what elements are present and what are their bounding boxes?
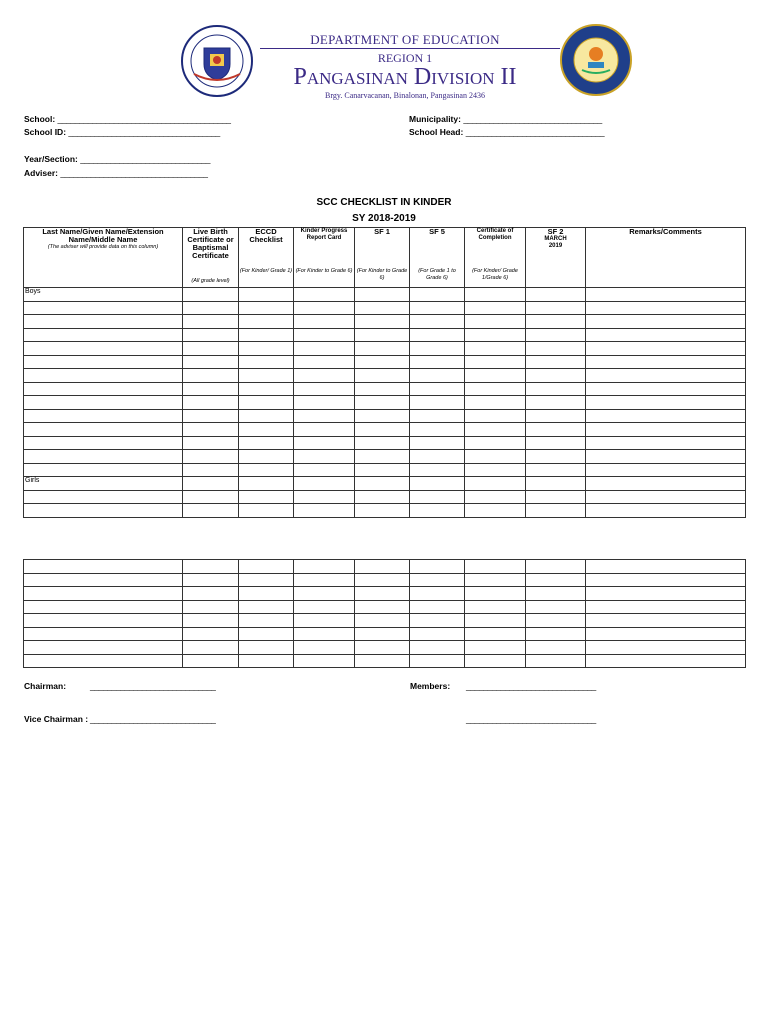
form-title: SCC CHECKLIST IN KINDER [316,197,452,208]
header-eccd-checklist [239,228,294,288]
table-row [24,382,746,396]
members-signature-line-2[interactable]: ______________________________ [466,714,596,724]
vice-chairman-label: Vice Chairman : [24,714,89,724]
school-head-label: School Head: [409,127,464,137]
checklist-table [23,227,746,518]
boys-section [24,288,746,477]
completion-title: Certificate of Completion [476,228,514,241]
table-row [24,423,746,437]
girls-label: Girls [24,477,183,491]
division-seal-icon [560,24,632,96]
school-id-line: ___________________________________ [68,127,220,137]
boys-label: Boys [24,288,183,302]
table-row [24,355,746,369]
table-row [24,342,746,356]
year-section-field[interactable] [24,154,210,164]
chairman-signature-line[interactable]: _____________________________ [90,681,216,691]
birth-certificate-title: Live Birth Certificate or Baptismal Certificate [187,227,234,260]
table-row [24,463,746,477]
sf5-title: SF 5 [429,227,445,236]
school-year: SY 2018-2019 [352,213,416,224]
table-row [24,436,746,450]
table-row [24,560,746,574]
division-address: Brgy. Canarvacanan, Binalonan, Pangasinan 2436 [325,91,485,100]
table-row [24,587,746,601]
table-row [24,396,746,410]
birth-certificate-note: (All grade level) [191,278,230,284]
sf1-title: SF 1 [374,227,390,236]
adviser-field[interactable] [24,168,208,178]
table-row [24,641,746,655]
deped-seal-icon [180,24,254,98]
completion-note: (For Kinder/ Grade 1/Grade 6) [472,268,518,281]
municipality-label: Municipality: [409,114,461,124]
letterhead [160,24,630,104]
municipality-field[interactable] [409,114,602,124]
adviser-line: __________________________________ [60,168,208,178]
vice-chairman-signature-line[interactable]: _____________________________ [90,714,216,724]
table-row [24,614,746,628]
table-row [24,315,746,329]
sf2-month: MARCH [544,236,567,242]
progress-report-note: (For Kinder to Grade 6) [295,268,353,274]
chairman-label: Chairman: [24,681,67,691]
region-name: REGION 1 [377,51,433,65]
school-label: School: [24,114,56,124]
year-section-line: ______________________________ [80,154,211,164]
school-field[interactable] [24,114,231,124]
progress-report-title: Kinder Progress Report Card [300,228,348,241]
table-row [24,573,746,587]
adviser-label: Adviser: [24,168,59,178]
division-name: Pangasinan Division II [293,64,517,90]
remarks-title: Remarks/Comments [629,227,702,236]
checklist-continuation-table [23,559,746,668]
table-row [24,504,746,518]
table-row [24,600,746,614]
school-head-line: ________________________________ [465,127,605,137]
header-sf2 [526,228,586,288]
eccd-note: (For Kinder/ Grade 1) [239,268,293,274]
table-row [24,477,746,491]
table-row [24,328,746,342]
header-name-column [24,228,183,288]
table-row [24,490,746,504]
sf5-note: (For Grade 1 to Grade 6) [418,268,456,281]
name-column-note: (The adviser will provide data on this column) [47,244,159,250]
table-row [24,369,746,383]
sf2-title: SF 2 [547,227,564,236]
table-row [24,450,746,464]
department-name: DEPARTMENT OF EDUCATION [310,32,500,47]
sf2-year: 2019 [548,243,563,249]
header-sf1 [355,228,410,288]
header-divider [260,48,560,49]
sf1-note: (For Kinder to Grade 6) [356,268,408,281]
table-row [24,409,746,423]
table-row [24,288,746,302]
school-line: ________________________________________ [57,114,231,124]
eccd-title: ECCD Checklist [249,227,283,244]
header-birth-certificate [183,228,239,288]
school-head-field[interactable] [409,127,604,137]
school-id-label: School ID: [24,127,67,137]
municipality-line: ________________________________ [463,114,602,124]
school-id-field[interactable] [24,127,220,137]
header-remarks [586,228,746,288]
table-header-row [24,228,746,288]
members-signature-line-1[interactable]: ______________________________ [466,681,596,691]
header-sf5 [410,228,465,288]
table-row [24,301,746,315]
members-label: Members: [410,681,451,691]
header-completion-certificate [465,228,526,288]
girls-section [24,477,746,518]
year-section-label: Year/Section: [24,154,78,164]
table-row [24,627,746,641]
continuation-rows [24,560,746,668]
table-row [24,654,746,668]
name-column-title: Last Name/Given Name/Extension Name/Middle Name [42,227,164,244]
header-progress-report [294,228,355,288]
